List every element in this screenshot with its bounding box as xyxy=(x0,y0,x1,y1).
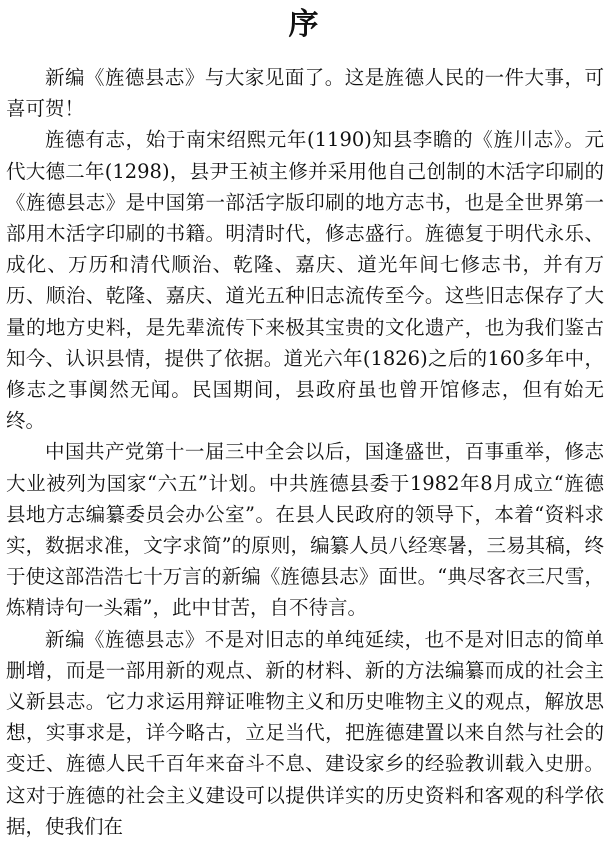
paragraph-2: 旌德有志，始于南宋绍熙元年(1190)知县李瞻的《旌川志》。元代大德二年(1298)，县尹王祯主修并采用他自己创制的木活字印刷的《旌德县志》是中国第一部活字版印刷的地方志书，也是全世界第一部用木活字印刷的书籍。明清时代，修志盛行。旌德复于明代永乐、成化、万历和清代顺治、乾隆、嘉庆、道光年间七修志书，并有万历、顺治、乾隆、嘉庆、道光五种旧志流传至今。这些旧志保存了大量的地方史料，是先辈流传下来极其宝贵的文化遗产，也为我们鉴古知今、认识县情，提供了依据。道光六年(1826)之后的160多年中，修志之事阒然无闻。民国期间，县政府虽也曾开馆修志，但有始无终。 xyxy=(6,128,604,433)
page-title: 序 xyxy=(288,7,321,42)
paragraph-4: 新编《旌德县志》不是对旧志的单纯延续，也不是对旧志的简单删增，而是一部用新的观点、新的材料、新的方法编纂而成的社会主义新县志。它力求运用辩证唯物主义和历史唯物主义的观点，解放思想，实事求是，详今略古，立足当代，把旌德建置以来自然与社会的变迁、旌德人民千百年来奋斗不息、建设家乡的经验教训载入史册。这对于旌德的社会主义建设可以提供详实的历史资料和客观的科学依据，使我们在 xyxy=(6,627,604,838)
preface-body xyxy=(6,62,604,842)
paragraph-1: 新编《旌德县志》与大家见面了。这是旌德人民的一件大事，可喜可贺！ xyxy=(6,66,604,121)
paragraph-3: 中国共产党第十一届三中全会以后，国逢盛世，百事重举，修志大业被列为国家“六五”计划。中共旌德县委于1982年8月成立“旌德县地方志编纂委员会办公室”。在县人民政府的领导下，本着“资料求实，数据求准，文字求简”的原则，编纂人员八经寒暑，三易其稿，终于使这部浩浩七十万言的新编《旌德县志》面世。“典尽客衣三尺雪，炼精诗句一头霜”，此中甘苦，自不待言。 xyxy=(6,440,604,620)
